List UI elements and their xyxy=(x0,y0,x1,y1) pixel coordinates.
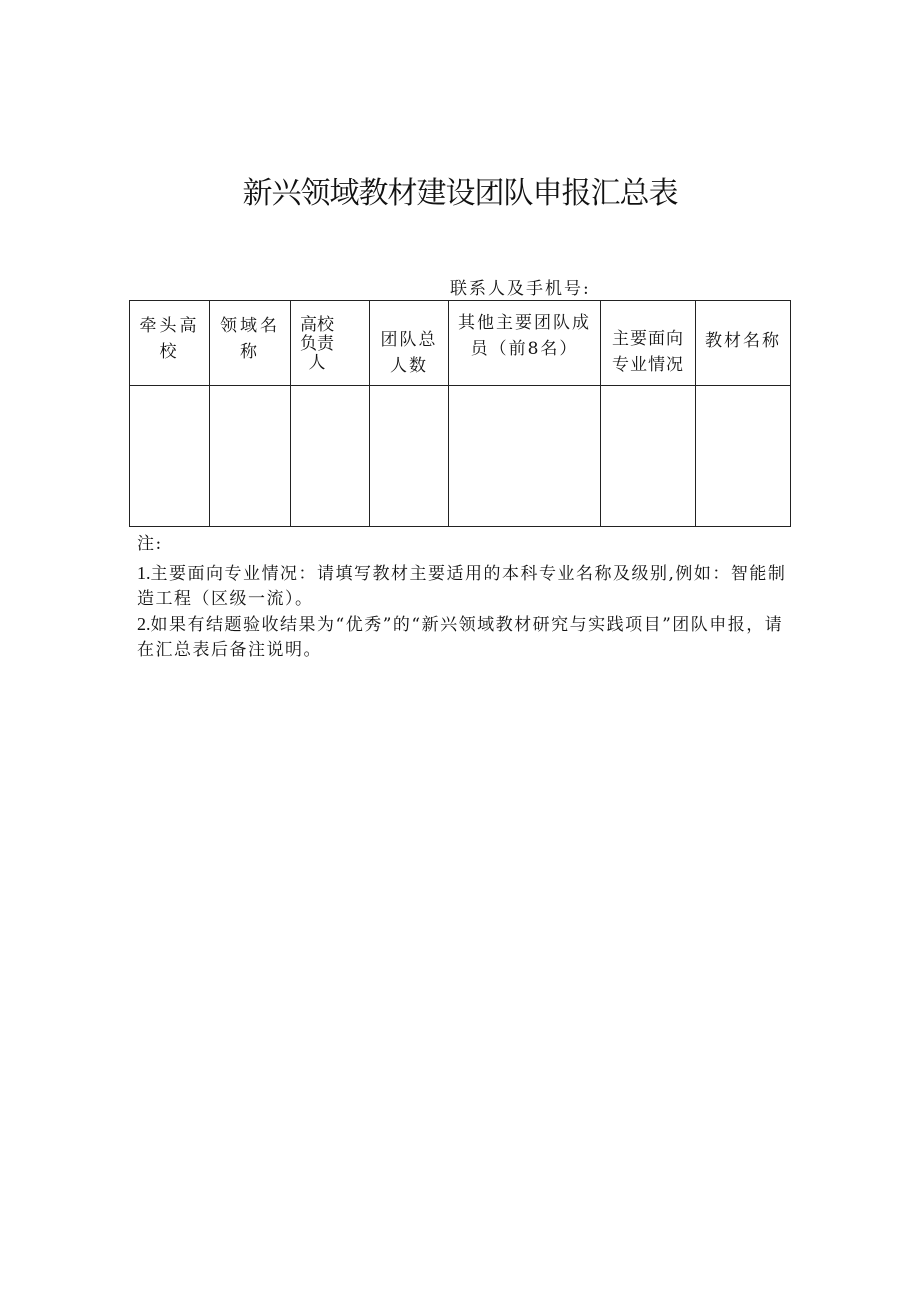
table-cell[interactable] xyxy=(696,386,791,527)
col-header-members xyxy=(449,301,601,386)
note-number: 1. xyxy=(137,563,151,583)
col-header-label: 高校负责人 xyxy=(300,314,334,373)
note-text: 如果有结题验收结果为“优秀”的“新兴领域教材研究与实践项目”团队申报，请在汇总表后备注说明。 xyxy=(137,615,784,660)
col-header-book-name xyxy=(696,301,791,386)
table-cell[interactable] xyxy=(130,386,210,527)
col-header-label: 团队总人数 xyxy=(380,330,438,376)
col-header-field-name xyxy=(210,301,291,386)
col-header-label: 领域名称 xyxy=(220,316,280,362)
note-text: 主要面向专业情况：请填写教材主要适用的本科专业名称及级别,例如：智能制造工程（区级一流）。 xyxy=(137,564,787,609)
table-cell[interactable] xyxy=(449,386,601,527)
table-cell[interactable] xyxy=(601,386,696,527)
col-header-team-count xyxy=(370,301,449,386)
col-header-label: 其他主要团队成员（前8名） xyxy=(458,313,591,359)
contact-label: 联系人及手机号: xyxy=(450,279,591,299)
notes-section xyxy=(137,532,797,663)
table-cell[interactable] xyxy=(291,386,370,527)
col-header-label: 主要面向专业情况 xyxy=(612,329,684,375)
col-header-owner xyxy=(291,301,370,386)
summary-table xyxy=(129,300,791,527)
col-header-label: 牵头高校 xyxy=(139,316,200,362)
note-number: 2. xyxy=(137,614,151,634)
note-item xyxy=(137,561,797,612)
col-header-major xyxy=(601,301,696,386)
table-cell[interactable] xyxy=(210,386,291,527)
col-header-label: 教材名称 xyxy=(705,331,781,351)
header-row xyxy=(130,301,791,386)
page-title: 新兴领域教材建设团队申报汇总表 xyxy=(242,176,678,211)
col-header-lead-school xyxy=(130,301,210,386)
table-row xyxy=(130,386,791,527)
note-item xyxy=(137,612,797,663)
table-cell[interactable] xyxy=(370,386,449,527)
notes-heading: 注: xyxy=(137,534,163,554)
